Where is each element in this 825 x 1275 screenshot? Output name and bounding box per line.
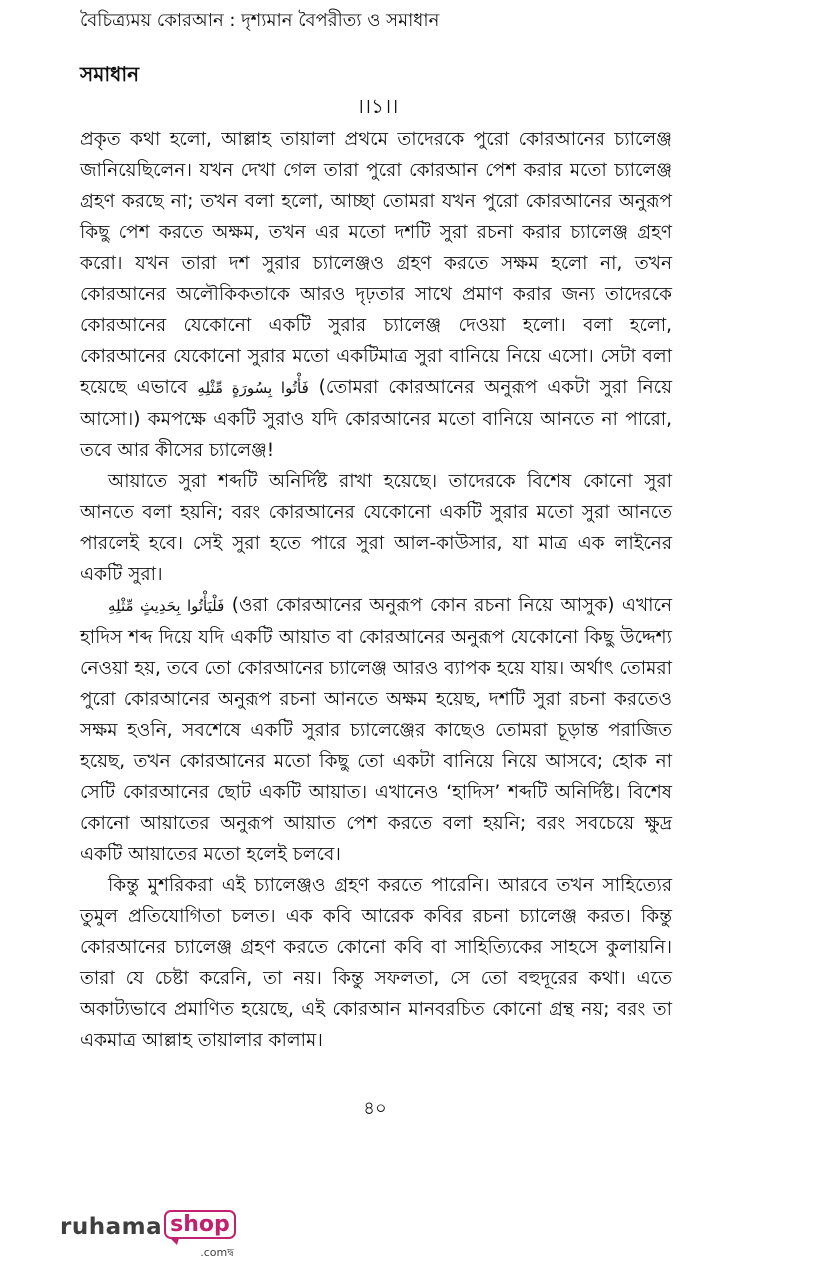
logo-name: ruhama bbox=[60, 1214, 163, 1240]
running-head: বৈচিত্র্যময় কোরআন : দৃশ্যমান বৈপরীত্য ও সমাধান bbox=[80, 10, 440, 31]
paragraph-3-text: (ওরা কোরআনের অনুরূপ কোন রচনা নিয়ে আসুক) এখানে হাদিস শব্দ দিয়ে যদি একটি আয়াত বা কোরআনের অনুরূপ যেকোনো কিছু উদ্দেশ্য নেওয়া হয়, তবে তো কোরআনের চ্যালেঞ্জ আরও ব্যাপক হয়ে যায়। অর্থাৎ তোমরা পুরো কোরআনের অনুরূপ রচনা আনতে অক্ষম হয়েছ, দশটি সুরা রচনা করতেও সক্ষম হওনি, সবশেষে একটি সুরার চ্যালেঞ্জের কাছেও তোমরা চূড়ান্ত পরাজিত হয়েছ, তখন কোরআনের মতো কিছু তো একটা বানিয়ে নিয়ে আসবে; হোক না সেটি কোরআনের ছোট একটি আয়াত। এখানেও ‘হাদিস’ শব্দটি অনির্দিষ্ট। বিশেষ কোনো আয়াতের অনুরূপ আয়াত পেশ করতে বলা হয়নি; বরং সবচেয়ে ক্ষুদ্র একটি আয়াতের মতো হলেই চলবে। bbox=[80, 595, 672, 865]
page-number: ৪০ bbox=[363, 1098, 387, 1119]
paragraph-1 bbox=[80, 124, 672, 466]
ruhamashop-logo bbox=[60, 1212, 236, 1259]
logo-domain: .comদ্ব bbox=[200, 1246, 234, 1259]
paragraph-3 bbox=[80, 590, 672, 870]
logo-shop-bubble bbox=[162, 1212, 236, 1259]
section-title: সমাধান bbox=[80, 62, 140, 86]
logo-shop: shop bbox=[164, 1210, 236, 1239]
paragraph-1-text-b: (তোমরা কোরআনের অনুরূপ একটা সুরা নিয়ে আসো।) কমপক্ষে একটি সুরাও যদি কোরআনের মতো বানিয়ে আনতে না পারো, তবে আর কীসের চ্যালেঞ্জ! bbox=[80, 377, 672, 461]
paragraph-1-text-a: প্রকৃত কথা হলো, আল্লাহ তায়ালা প্রথমে তাদেরকে পুরো কোরআনের চ্যালেঞ্জ জানিয়েছিলেন। যখন দেখা গেল তারা পুরো কোরআন পেশ করার মতো চ্যালেঞ্জ গ্রহণ করছে না; তখন বলা হলো, আচ্ছা তোমরা যখন পুরো কোরআনের অনুরূপ কিছু পেশ করতে অক্ষম, তখন এর মতো দশটি সুরা রচনা করার চ্যালেঞ্জ গ্রহণ করো। যখন তারা দশ সুরার চ্যালেঞ্জও গ্রহণ করতে সক্ষম হলো না, তখন কোরআনের অলৌকিকতাকে আরও দৃঢ়তার সাথে প্রমাণ করার জন্য তাদেরকে কোরআনের যেকোনো একটি সুরার চ্যালেঞ্জ দেওয়া হলো। বলা হলো, কোরআনের যেকোনো সুরার মতো একটিমাত্র সুরা বানিয়ে নিয়ে এসো। সেটা বলা হয়েছে এভাবে bbox=[80, 129, 672, 398]
arabic-quote-1: فَأْتُوا بِسُورَةٍ مِّثْلِهِ bbox=[197, 379, 309, 397]
body-text bbox=[80, 124, 672, 1056]
paragraph-4: কিন্তু মুশরিকরা এই চ্যালেঞ্জও গ্রহণ করতে পারেনি। আরবে তখন সাহিত্যের তুমুল প্রতিযোগিতা চলত। এক কবি আরেক কবির রচনা চ্যালেঞ্জ করত। কিন্তু কোরআনের চ্যালেঞ্জ গ্রহণ করতে কোনো কবি বা সাহিত্যিকের সাহসে কুলায়নি। তারা যে চেষ্টা করেনি, তা নয়। কিন্তু সফলতা, সে তো বহুদূরের কথা। এতে অকাট্যভাবে প্রমাণিত হয়েছে, এই কোরআন মানবরচিত কোনো গ্রন্থ নয়; বরং তা একমাত্র আল্লাহ তায়ালার কালাম। bbox=[80, 875, 672, 1051]
paragraph-2: আয়াতে সুরা শব্দটি অনির্দিষ্ট রাখা হয়েছে। তাদেরকে বিশেষ কোনো সুরা আনতে বলা হয়নি; বরং কোরআনের যেকোনো একটি সুরার মতো সুরা আনতে পারলেই হবে। সেই সুরা হতে পারে সুরা আল-কাউসার, যা মাত্র এক লাইনের একটি সুরা। bbox=[80, 471, 672, 585]
arabic-quote-2: فَلْيَأْتُوا بِحَدِيثٍ مِّثْلِهِ bbox=[108, 597, 225, 615]
section-number: ।।১।। bbox=[356, 94, 399, 118]
